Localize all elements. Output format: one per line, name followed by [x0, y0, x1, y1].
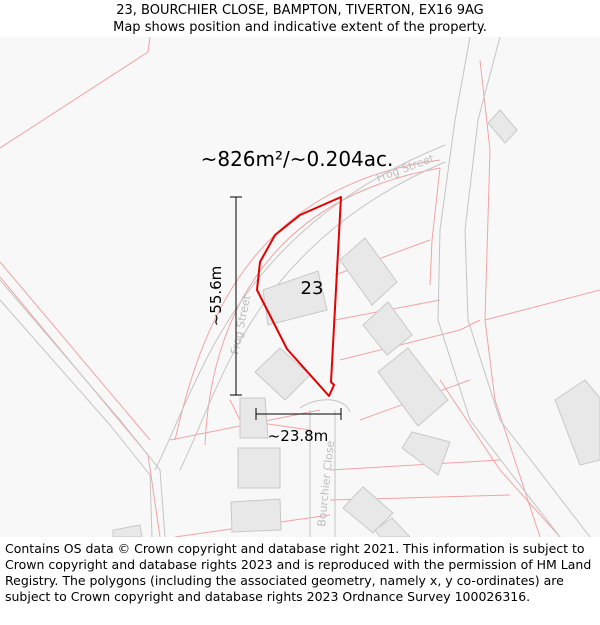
width-dimension-label: ~23.8m: [267, 427, 329, 445]
street-label-frog-street-west: Frog Street: [228, 293, 254, 356]
building: [231, 499, 281, 532]
street-label-frog-street-north: Frog Street: [374, 151, 436, 185]
copyright-text: Contains OS data © Crown copyright and database right 2021. This information is subject to Crown copyright and database rights 2023 and is reproduced with the permission of HM Land Registry. The polygons (including the associated geometry, namely x, y co-ordinates) are subject to Crown copyright and database rights 2023 Ordnance Survey 100026316.: [5, 541, 592, 604]
plot-number-label: 23: [300, 278, 324, 299]
building: [240, 398, 268, 438]
map-header: [0, 0, 600, 37]
property-address: 23, BOURCHIER CLOSE, BAMPTON, TIVERTON, EX16 9AG: [116, 3, 484, 18]
street-label-bourchier-close: Bourchier Close: [315, 440, 338, 528]
property-map[interactable]: [0, 37, 600, 537]
height-dimension-label: ~55.6m: [207, 265, 225, 327]
area-label: ~826m²/~0.204ac.: [200, 147, 394, 171]
copyright-notice: [0, 537, 600, 625]
map-subtitle: Map shows position and indicative extent of the property.: [113, 20, 487, 35]
building: [238, 448, 280, 488]
map-canvas: [0, 37, 600, 537]
